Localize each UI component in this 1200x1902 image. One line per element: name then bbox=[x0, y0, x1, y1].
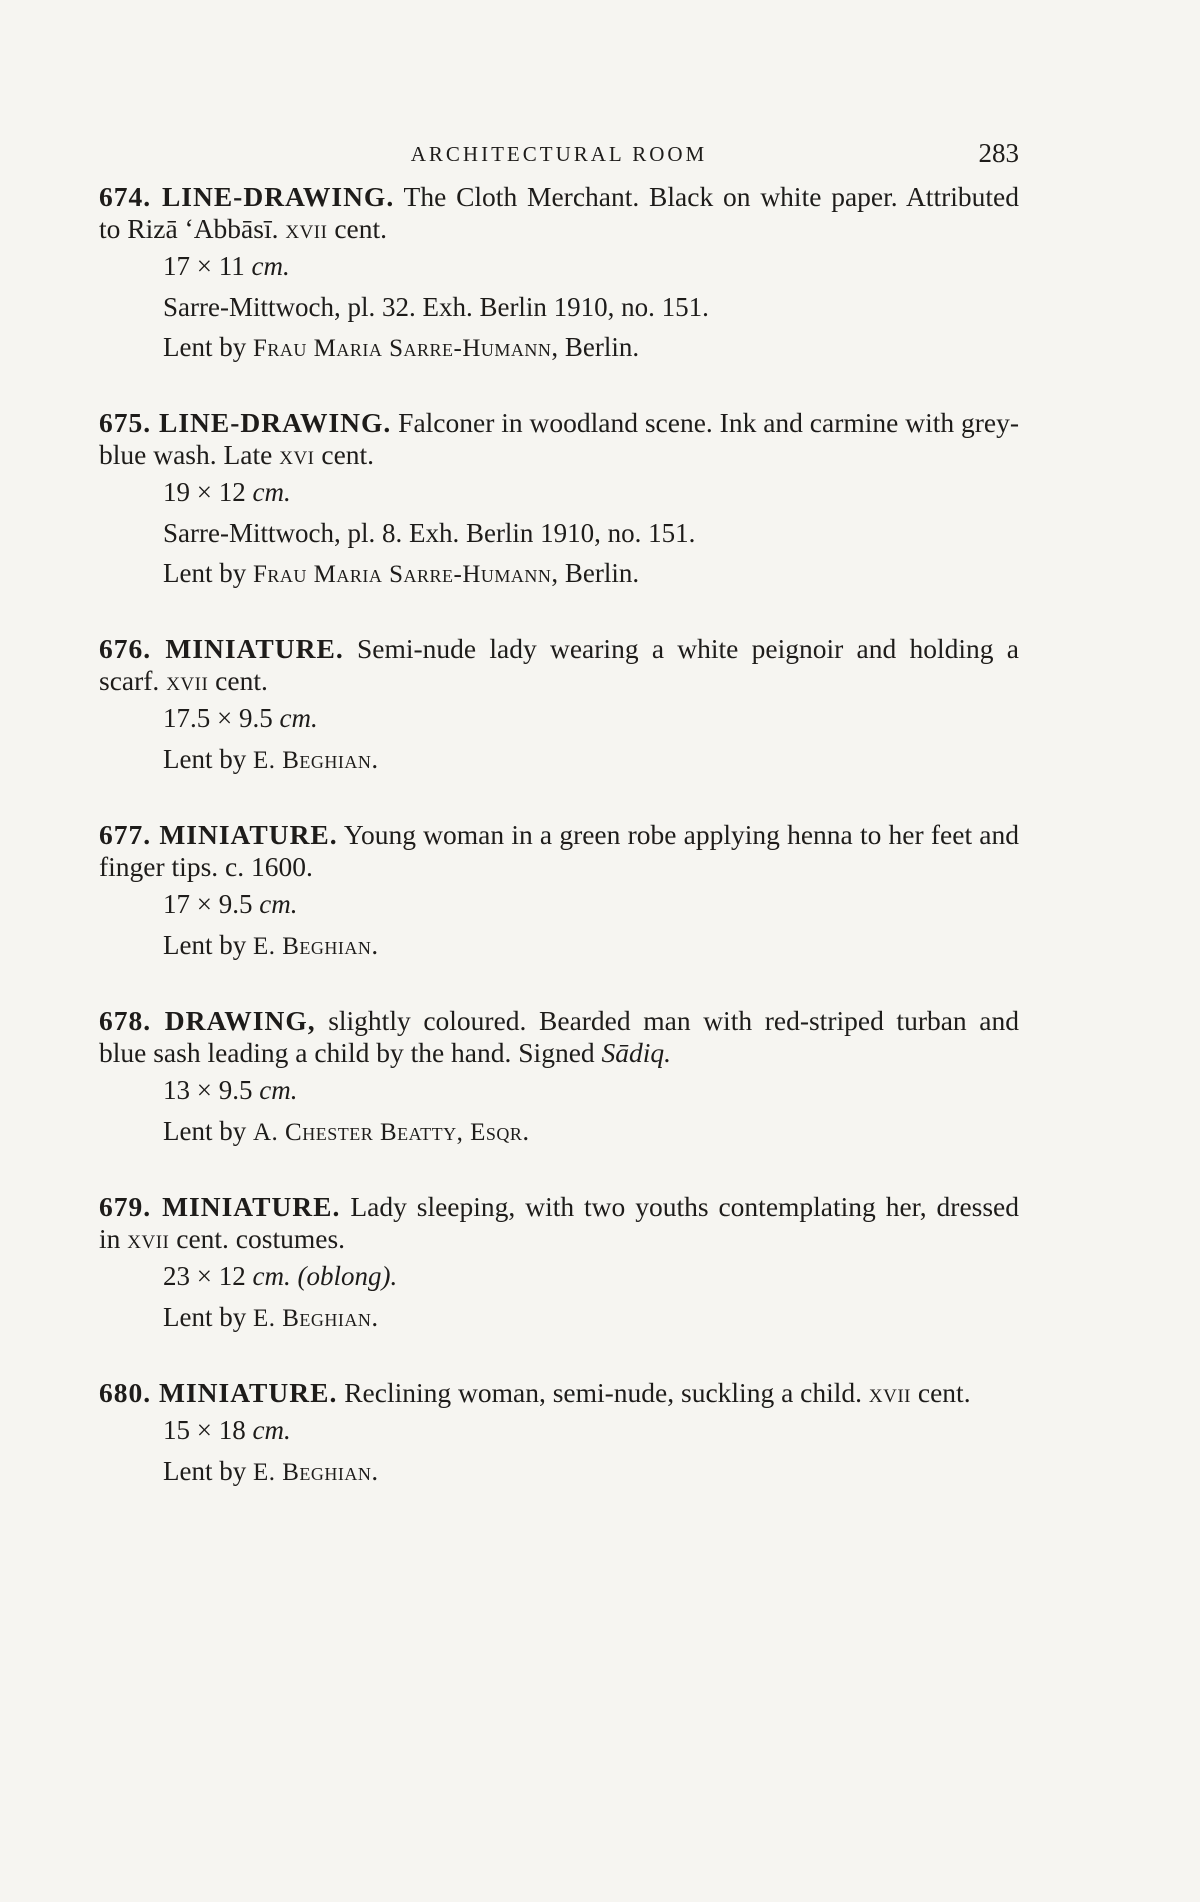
description-text: cent. bbox=[314, 439, 375, 470]
lender-suffix: . bbox=[371, 1456, 379, 1486]
century: xvii bbox=[285, 213, 328, 244]
lender-name: E. Beghian bbox=[252, 747, 372, 774]
reference: Sarre-Mittwoch, pl. 8. Exh. Berlin 1910, no. 151. bbox=[163, 518, 696, 548]
catalogue-entries bbox=[99, 181, 1019, 1493]
century: xvii bbox=[868, 1377, 912, 1408]
dimensions bbox=[99, 697, 1019, 739]
entry-title: LINE-DRAWING. bbox=[161, 181, 395, 212]
lender-line bbox=[99, 1297, 1019, 1339]
entry-title: DRAWING, bbox=[164, 1005, 316, 1036]
century: xvii bbox=[166, 665, 209, 696]
entry-title: MINIATURE. bbox=[162, 1191, 341, 1222]
catalogue-entry bbox=[99, 1191, 1019, 1339]
dimension-unit: cm. bbox=[279, 703, 318, 733]
lender-name: Frau Maria Sarre-Humann bbox=[252, 561, 552, 588]
entry-description bbox=[99, 1005, 1019, 1069]
page bbox=[99, 0, 1019, 1902]
lender-suffix: . bbox=[371, 1302, 379, 1332]
entry-number: 675. bbox=[99, 407, 152, 438]
lender-name: E. Beghian bbox=[252, 933, 372, 960]
lender-name: A. Chester Beatty, Esqr bbox=[252, 1119, 523, 1146]
lent-by-label: Lent by bbox=[163, 1302, 253, 1332]
lender-line bbox=[99, 1451, 1019, 1493]
entry-heading bbox=[99, 181, 394, 212]
catalogue-entry bbox=[99, 1005, 1019, 1153]
entry-heading bbox=[99, 1005, 316, 1036]
entry-heading bbox=[99, 1191, 340, 1222]
dimensions bbox=[99, 245, 1019, 287]
lender-line bbox=[99, 553, 1019, 595]
dimensions bbox=[99, 883, 1019, 925]
dimension-values: 23 × 12 bbox=[163, 1261, 246, 1291]
dimension-unit: cm. bbox=[251, 251, 290, 281]
lender-suffix: . bbox=[522, 1116, 530, 1146]
description-text: Young woman in a green robe applying henna to her feet and finger tips. c. 1600. bbox=[99, 819, 1019, 882]
description-text: cent. costumes. bbox=[169, 1223, 346, 1254]
lender-line bbox=[99, 1111, 1019, 1153]
entry-description bbox=[99, 1191, 1019, 1255]
century: xvi bbox=[279, 439, 315, 470]
catalogue-entry bbox=[99, 407, 1019, 595]
entry-description bbox=[99, 181, 1019, 245]
entry-heading bbox=[99, 407, 391, 438]
entry-number: 678. bbox=[99, 1005, 152, 1036]
page-number: 283 bbox=[978, 138, 1019, 168]
entry-description bbox=[99, 819, 1019, 883]
lender-suffix: . bbox=[371, 744, 379, 774]
lent-by-label: Lent by bbox=[163, 558, 253, 588]
lender-suffix: , Berlin. bbox=[551, 558, 640, 588]
entry-description bbox=[99, 1377, 1019, 1409]
lender-suffix: . bbox=[371, 930, 379, 960]
description-text: cent. bbox=[327, 213, 388, 244]
dimensions bbox=[99, 471, 1019, 513]
lent-by-label: Lent by bbox=[163, 744, 253, 774]
entry-title: MINIATURE. bbox=[165, 633, 344, 664]
entry-number: 679. bbox=[99, 1191, 152, 1222]
lent-by-label: Lent by bbox=[163, 930, 253, 960]
entry-title: MINIATURE. bbox=[159, 1377, 338, 1408]
century: xvii bbox=[127, 1223, 170, 1254]
description-text: Semi-nude lady wearing a white peignoir and holding a scarf. bbox=[99, 633, 1020, 696]
lender-line bbox=[99, 327, 1019, 369]
lender-suffix: , Berlin. bbox=[551, 332, 640, 362]
entry-number: 676. bbox=[99, 633, 152, 664]
catalogue-entry bbox=[99, 1377, 1019, 1493]
dimensions bbox=[99, 1409, 1019, 1451]
catalogue-entry bbox=[99, 819, 1019, 967]
description-text: Falconer in woodland scene. Ink and carmine with grey-blue wash. Late bbox=[99, 407, 1020, 470]
description-text: Reclining woman, semi-nude, suckling a child. bbox=[344, 1377, 869, 1408]
entry-heading bbox=[99, 1377, 337, 1408]
reference: Sarre-Mittwoch, pl. 32. Exh. Berlin 1910, no. 151. bbox=[163, 292, 709, 322]
entry-number: 674. bbox=[99, 181, 152, 212]
running-head bbox=[99, 138, 1019, 178]
entry-description bbox=[99, 633, 1019, 697]
lender-name: Frau Maria Sarre-Humann bbox=[252, 335, 552, 362]
dimension-unit: cm. bbox=[252, 1415, 291, 1445]
lent-by-label: Lent by bbox=[163, 1116, 253, 1146]
dimension-values: 13 × 9.5 bbox=[163, 1075, 253, 1105]
catalogue-entry bbox=[99, 633, 1019, 781]
lender-line bbox=[99, 739, 1019, 781]
dimensions bbox=[99, 1069, 1019, 1111]
dimensions bbox=[99, 1255, 1019, 1297]
dimension-values: 17.5 × 9.5 bbox=[163, 703, 273, 733]
description-text: cent. bbox=[911, 1377, 971, 1408]
lent-by-label: Lent by bbox=[163, 1456, 253, 1486]
description-text: slightly coloured. Bearded man with red-striped turban and blue sash leading a child by the hand. Signed bbox=[99, 1005, 1019, 1068]
section-title: ARCHITECTURAL ROOM bbox=[410, 142, 708, 166]
dimension-values: 15 × 18 bbox=[163, 1415, 246, 1445]
entry-description bbox=[99, 407, 1019, 471]
description-text: The Cloth Merchant. Black on white paper. Attributed to Rizā ‘Abbāsī. bbox=[99, 181, 1019, 244]
entry-title: MINIATURE. bbox=[159, 819, 338, 850]
signature: Sādiq. bbox=[601, 1037, 672, 1068]
dimension-values: 19 × 12 bbox=[163, 477, 246, 507]
entry-heading bbox=[99, 633, 344, 664]
dimension-note: (oblong). bbox=[290, 1261, 398, 1291]
dimension-unit: cm. bbox=[252, 477, 291, 507]
dimension-values: 17 × 9.5 bbox=[163, 889, 253, 919]
entry-number: 680. bbox=[99, 1377, 152, 1408]
dimension-unit: cm. bbox=[252, 1261, 291, 1291]
catalogue-entry bbox=[99, 181, 1019, 369]
lender-name: E. Beghian bbox=[252, 1305, 372, 1332]
dimension-values: 17 × 11 bbox=[163, 251, 245, 281]
dimension-unit: cm. bbox=[259, 1075, 298, 1105]
description-text: cent. bbox=[208, 665, 268, 696]
entry-heading bbox=[99, 819, 338, 850]
entry-number: 677. bbox=[99, 819, 152, 850]
dimension-unit: cm. bbox=[259, 889, 298, 919]
lent-by-label: Lent by bbox=[163, 332, 253, 362]
lender-name: E. Beghian bbox=[252, 1459, 372, 1486]
lender-line bbox=[99, 925, 1019, 967]
entry-title: LINE-DRAWING. bbox=[159, 407, 392, 438]
description-text: Lady sleeping, with two youths contemplating her, dressed in bbox=[99, 1191, 1020, 1254]
